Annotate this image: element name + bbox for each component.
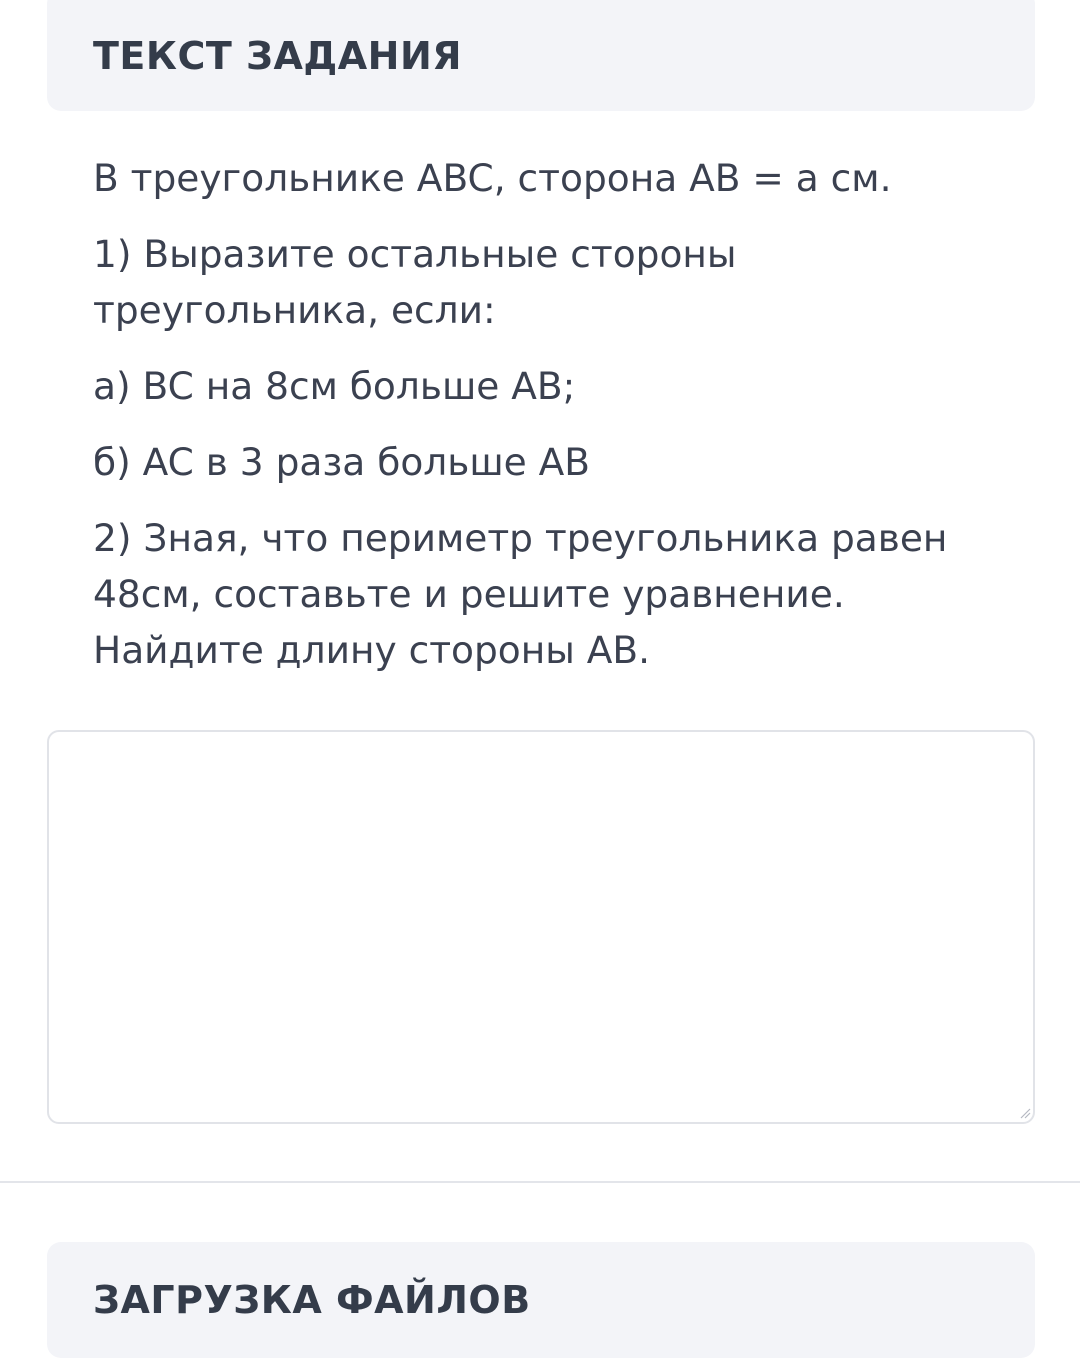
- task-text-body: [93, 150, 1013, 698]
- task-paragraph-question-2: 2) Зная, что периметр треугольника равен 48см, составьте и решите уравнение. Найдите длину стороны AB.: [93, 516, 948, 672]
- task-text-title: ТЕКСТ ЗАДАНИЯ: [93, 33, 463, 78]
- task-paragraph-item-a: а) BC на 8см больше AB;: [93, 364, 576, 408]
- task-paragraph-question-1: 1) Выразите остальные стороны треугольника, если:: [93, 232, 737, 332]
- section-divider: [0, 1181, 1080, 1183]
- task-paragraph-item-b: б) AC в 3 раза больше AB: [93, 440, 591, 484]
- resize-grip-icon[interactable]: [1019, 1107, 1031, 1119]
- file-upload-title: ЗАГРУЗКА ФАЙЛОВ: [93, 1278, 531, 1322]
- file-upload-header: [47, 1242, 1035, 1358]
- task-text-header: [47, 0, 1035, 111]
- answer-textarea[interactable]: [47, 730, 1035, 1124]
- task-paragraph-intro: В треугольнике ABC, сторона AB = a см.: [93, 156, 892, 200]
